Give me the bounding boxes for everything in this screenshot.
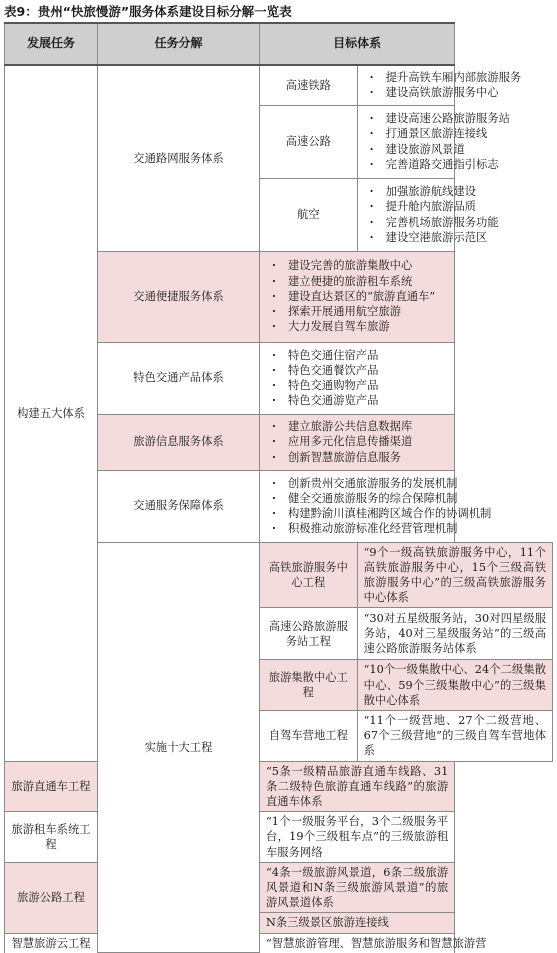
list-item: · 构建黔渝川滇桂湘跨区域合作的协调机制 xyxy=(272,506,450,521)
project-cell: 高速公路旅游服务站工程 xyxy=(260,608,358,660)
list-item: · 建设高速公路旅游服务站 xyxy=(370,111,451,126)
list-item: · 建立旅游公共信息数据库 xyxy=(272,419,450,434)
list-item: · 建设直达景区的“旅游直通车” xyxy=(272,289,450,304)
list-item: · 应用多元化信息传播渠道 xyxy=(272,434,450,449)
target-cell xyxy=(357,105,510,178)
table-caption: 表9：贵州“快旅慢游”服务体系建设目标分解一览表 xyxy=(4,4,292,19)
task-cell: 构建五大体系 xyxy=(5,65,98,761)
table-row xyxy=(5,933,553,953)
table-row xyxy=(5,65,553,105)
header-breakdown: 任务分解 xyxy=(98,23,260,65)
target-cell xyxy=(260,470,492,542)
list-item: · 加强旅游航线建设 xyxy=(370,184,451,199)
category-cell: 交通路网服务体系 xyxy=(98,65,260,251)
list-item: · 建设旅游风景道 xyxy=(370,142,451,157)
list-item: · 大力发展自驾车旅游 xyxy=(272,319,450,334)
table-row xyxy=(5,812,553,863)
list-item: · 积极推动旅游标准化经营管理机制 xyxy=(272,521,450,536)
category-cell: 特色交通产品体系 xyxy=(98,342,260,414)
list-item: · 提升舱内旅游品质 xyxy=(370,199,451,214)
list-item: · 建立便捷的旅游租车系统 xyxy=(272,274,450,289)
table-row xyxy=(5,862,553,913)
target-cell xyxy=(260,251,455,342)
project-cell: 高铁旅游服务中心工程 xyxy=(260,542,358,608)
target-cell: “10个一级集散中心、24个二级集散中心、59个三级集散中心”的三级集散中心体系 xyxy=(357,660,552,711)
list-item: · 打通景区旅游连接线 xyxy=(370,126,451,141)
project-cell: 旅游公路工程 xyxy=(5,862,98,933)
list-item: · 建设高铁旅游服务中心 xyxy=(370,85,451,100)
project-cell: 智慧旅游云工程 xyxy=(5,933,98,953)
target-cell xyxy=(260,414,455,470)
table-row xyxy=(5,761,553,812)
target-cell: “11个一级营地、27个二级营地、67个三级营地”的三级自驾车营地体系 xyxy=(357,710,552,761)
category-cell: 旅游信息服务体系 xyxy=(98,414,260,470)
project-cell: 旅游集散中心工程 xyxy=(260,660,358,711)
sub-cell: 高速公路 xyxy=(260,105,358,178)
service-system-table xyxy=(4,22,553,953)
list-item: · 创新贵州交通旅游服务的发展机制 xyxy=(272,476,450,491)
sub-cell: 高速铁路 xyxy=(260,65,358,105)
target-cell: “30对五星级服务站，30对四星级服务站，40对三星级服务站”的三级高速公路旅游服务站体系 xyxy=(357,608,552,660)
list-item: · 探索开展通用航空旅游 xyxy=(272,304,450,319)
task-cell: 实施十大工程 xyxy=(98,542,260,953)
list-item: · 健全交通旅游服务的综合保障机制 xyxy=(272,491,450,506)
target-cell xyxy=(357,178,499,251)
list-item: · 完善道路交通指引标志 xyxy=(370,157,451,172)
header-target: 目标体系 xyxy=(260,23,455,65)
project-cell: 旅游租车系统工程 xyxy=(5,812,98,863)
list-item: · 提升高铁车厢内部旅游服务 xyxy=(370,70,451,85)
list-item: · 特色交通住宿产品 xyxy=(272,348,450,363)
target-cell xyxy=(357,65,522,105)
project-cell: 自驾车营地工程 xyxy=(260,710,358,761)
list-item: · 特色交通游览产品 xyxy=(272,393,450,408)
list-item: · 建设空港旅游示范区 xyxy=(370,230,451,245)
target-cell xyxy=(260,342,455,414)
target-cell: “智慧旅游管理、智慧旅游服务和智慧旅游营 xyxy=(260,933,455,953)
list-item: · 建设完善的旅游集散中心 xyxy=(272,258,450,273)
target-cell: “9个一级高铁旅游服务中心，11个高铁旅游服务中心，15个三级高铁旅游服务中心”的三级高铁旅游服务中心体系 xyxy=(357,542,552,608)
category-cell: 交通便捷服务体系 xyxy=(98,251,260,342)
target-cell: “5条一级精品旅游直通车线路、31条二级特色旅游直通车线路”的旅游直通车体系 xyxy=(260,761,455,812)
sub-cell: 航空 xyxy=(260,178,358,251)
table-header-row xyxy=(5,23,553,65)
header-task: 发展任务 xyxy=(5,23,98,65)
list-item: · 完善机场旅游服务功能 xyxy=(370,215,451,230)
category-cell: 交通服务保障体系 xyxy=(98,470,260,542)
target-cell: N条三级景区旅游连接线 xyxy=(260,913,455,933)
list-item: · 特色交通餐饮产品 xyxy=(272,363,450,378)
target-cell: “1个一级服务平台，3个二级服务平台，19个三级租车点”的三级旅游租车服务网络 xyxy=(260,812,455,863)
list-item: · 创新智慧旅游信息服务 xyxy=(272,450,450,465)
list-item: · 特色交通购物产品 xyxy=(272,378,450,393)
target-cell: “4条一级旅游风景道，6条二级旅游风景道和N条三级旅游风景道”的旅游风景道体系 xyxy=(260,862,455,913)
project-cell: 旅游直通车工程 xyxy=(5,761,98,812)
